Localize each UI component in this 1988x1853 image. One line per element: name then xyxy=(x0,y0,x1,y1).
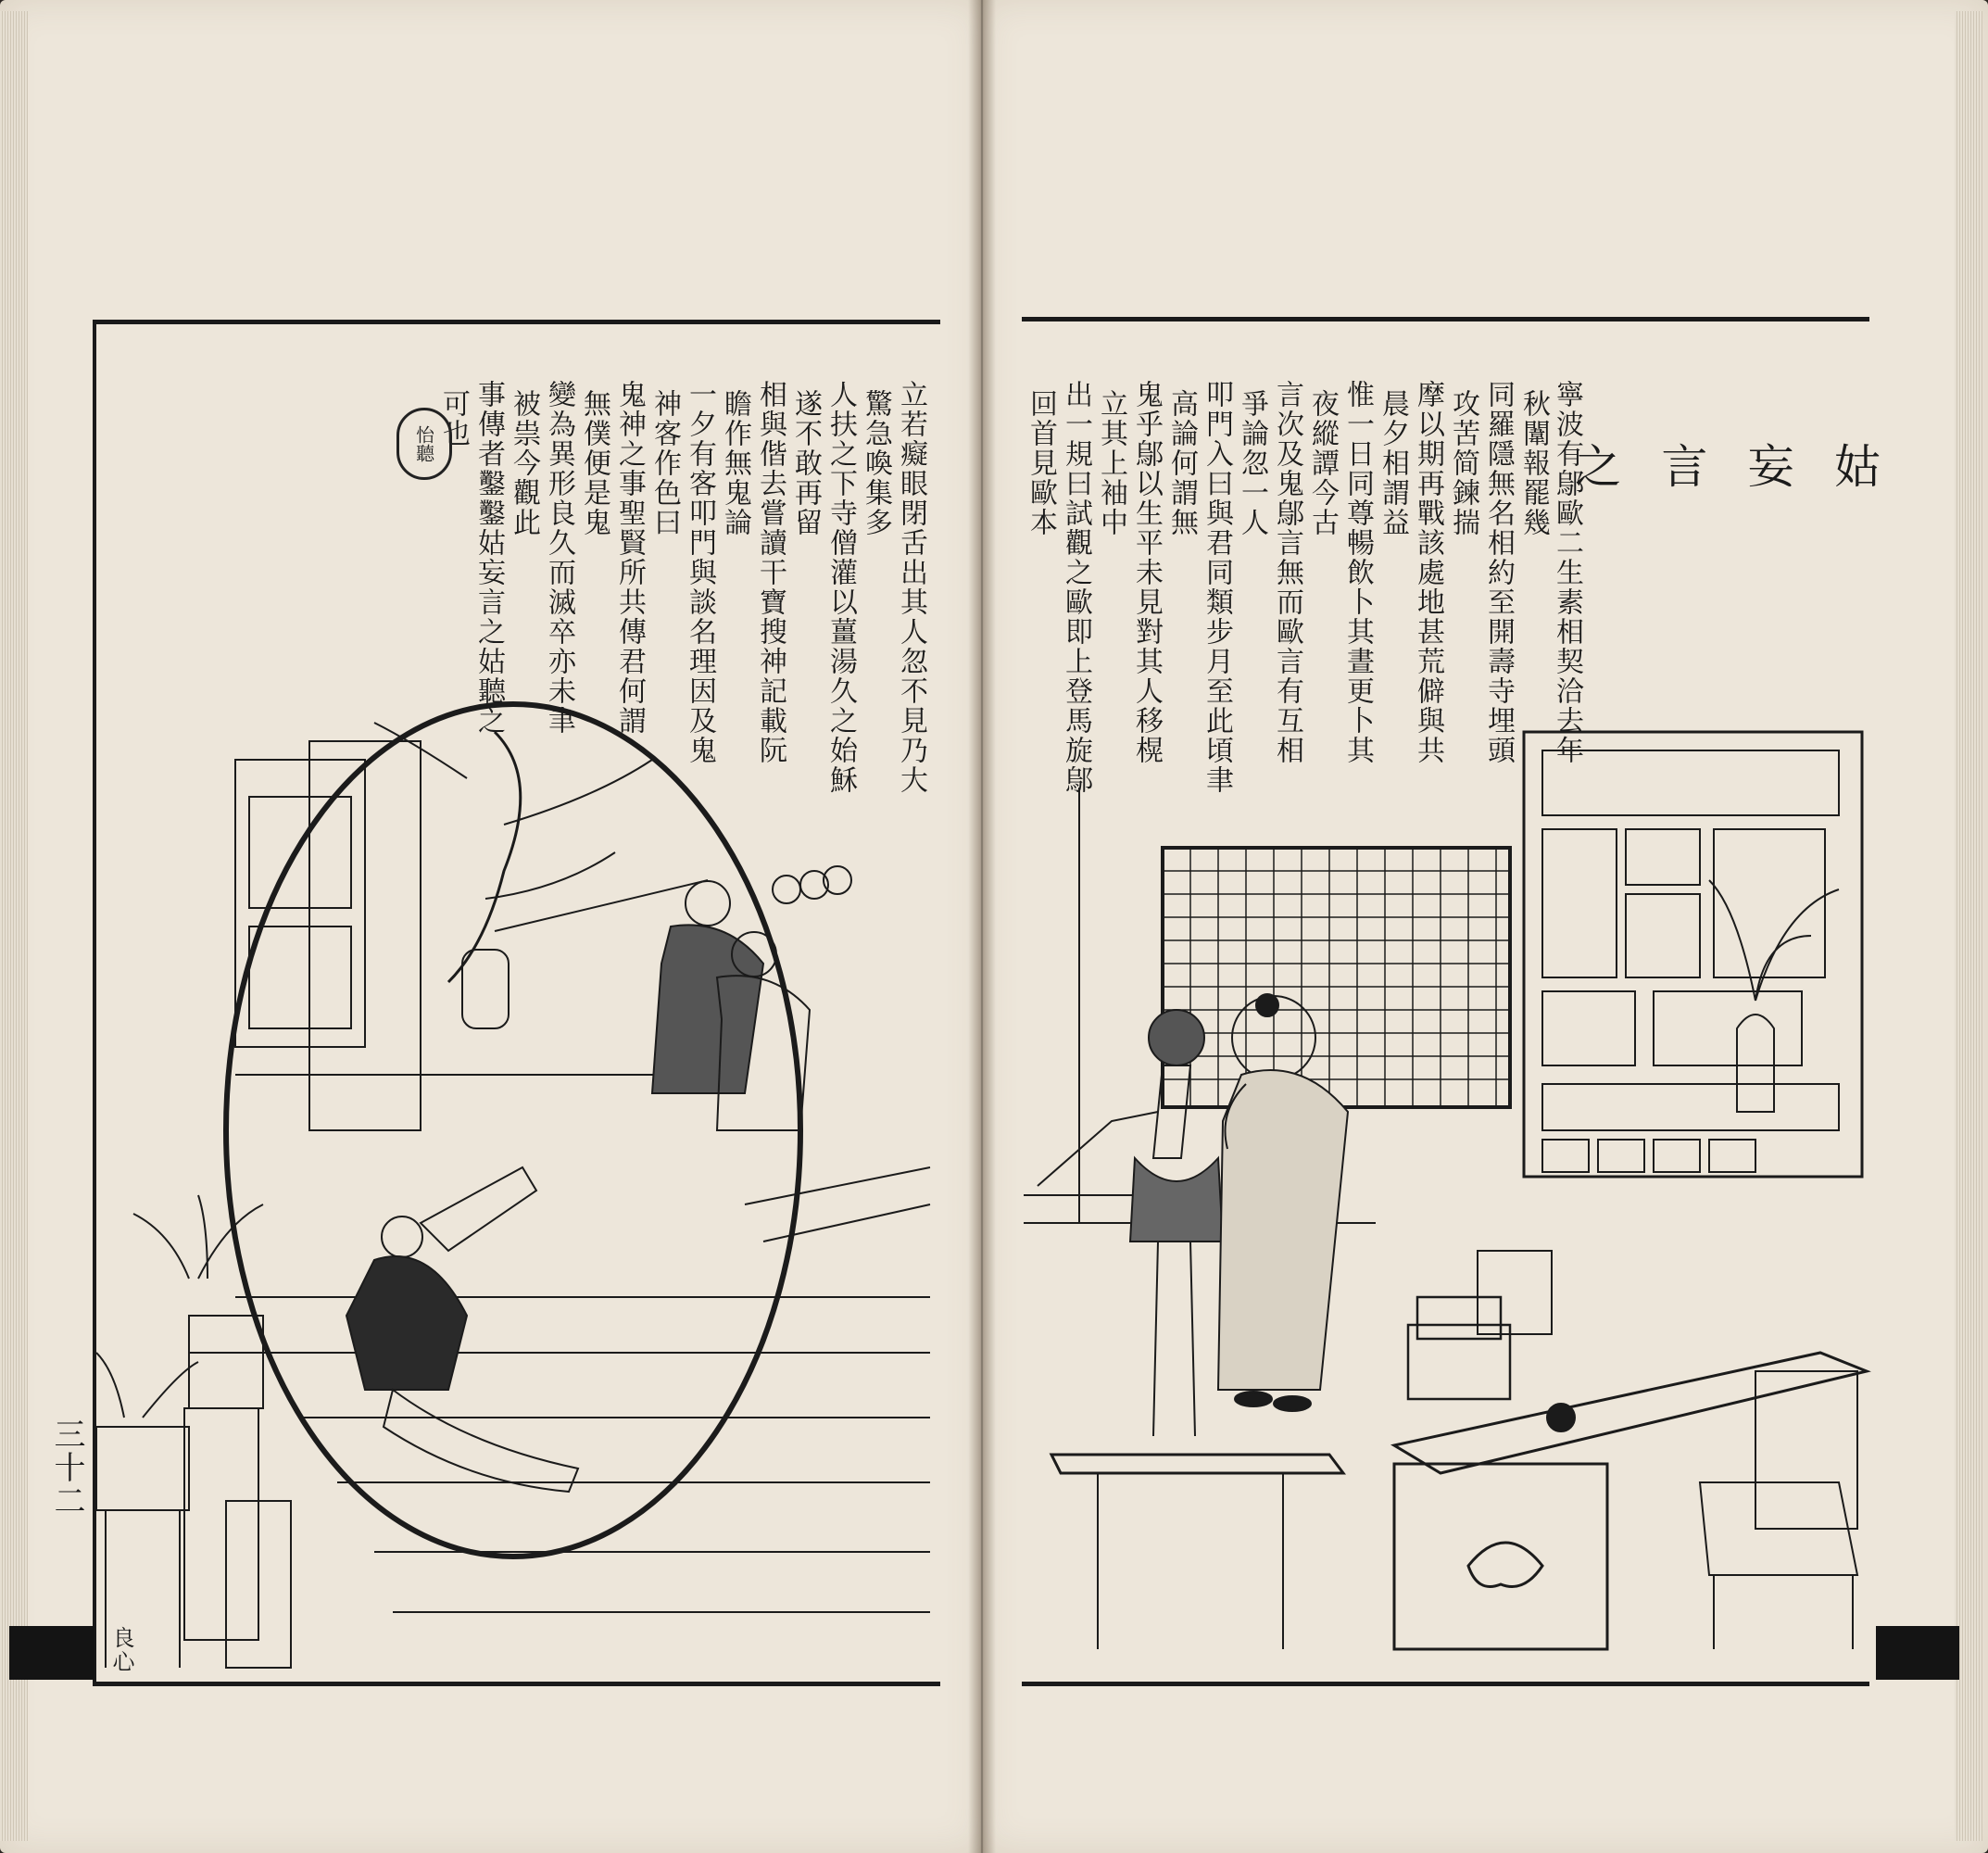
text-column: 瞻作無鬼論 xyxy=(719,389,751,537)
title-char-3: 言 xyxy=(1661,440,1708,494)
left-illustration xyxy=(96,686,939,1682)
text-column: 立若癡眼閉舌出其人忽不見乃大 xyxy=(895,380,927,795)
study-room-scene xyxy=(1024,723,1871,1677)
text-column: 夜縱譚今古 xyxy=(1306,389,1339,537)
folio-number: 三十二 xyxy=(48,1418,85,1518)
text-column: 攻苦简鍊揣 xyxy=(1447,389,1479,537)
text-column: 惟一日同尊暢飲卜其晝更卜其 xyxy=(1341,380,1374,765)
left-frame-top-rule xyxy=(93,320,940,324)
text-column: 一夕有客叩門與談名理因及鬼 xyxy=(684,380,716,765)
right-edge-black-band xyxy=(1876,1626,1959,1680)
text-column: 可也 xyxy=(437,389,470,448)
seal-text: 怡聽 xyxy=(412,425,435,462)
text-column: 高論何謂無 xyxy=(1165,389,1198,537)
text-column: 叩門入曰與君同類步月至此頃聿 xyxy=(1201,380,1233,795)
right-illustration xyxy=(1024,723,1871,1677)
text-column: 無僕便是鬼 xyxy=(578,389,610,537)
text-column: 寧波有鄔歐二生素相契洽去年 xyxy=(1551,380,1583,765)
text-column: 神客作色曰 xyxy=(648,389,681,537)
left-frame-bottom-rule xyxy=(93,1682,940,1686)
text-column: 驚急喚集多 xyxy=(860,389,892,537)
text-column: 遂不敢再留 xyxy=(789,389,822,537)
left-page-edges xyxy=(0,11,28,1841)
text-column: 人扶之下寺僧灌以薑湯久之始穌 xyxy=(824,380,857,795)
text-column: 摩以期再戰該處地甚荒僻與共 xyxy=(1412,380,1444,765)
text-column: 相與偕去嘗讀干寶搜神記載阮 xyxy=(754,380,786,765)
title-char-4: 之 xyxy=(1575,440,1621,494)
title-char-1: 姑 xyxy=(1833,440,1881,494)
right-page-edges xyxy=(1955,11,1982,1841)
artist-seal xyxy=(396,408,452,480)
text-column: 變為異形良久而滅卒亦未聿 xyxy=(543,380,575,736)
artist-signature: 良心 xyxy=(108,1626,134,1674)
right-frame-top-rule xyxy=(1022,317,1869,321)
book-gutter xyxy=(968,0,996,1853)
right-frame-bottom-rule xyxy=(1022,1682,1869,1686)
page-title xyxy=(1575,435,1881,494)
title-char-2: 妄 xyxy=(1747,440,1794,494)
moon-gate-scene xyxy=(96,686,939,1682)
text-column: 出一規曰試觀之歐即上登馬旋鄔 xyxy=(1060,380,1092,795)
text-column: 晨夕相謂益 xyxy=(1377,389,1409,537)
text-column: 鬼乎鄔以生平未見對其人移榥 xyxy=(1130,380,1163,765)
text-column: 立其上袖中 xyxy=(1095,389,1127,537)
text-column: 言次及鬼鄔言無而歐言有互相 xyxy=(1271,380,1303,765)
text-column: 爭論忽一人 xyxy=(1236,389,1268,537)
text-column: 回首見歐本 xyxy=(1025,389,1057,537)
text-column: 鬼神之事聖賢所共傳君何謂 xyxy=(613,380,646,736)
text-column: 被祟今觀此 xyxy=(508,389,540,537)
text-column: 事傳者鑿鑿姑妄言之姑聽之 xyxy=(472,380,505,736)
text-column: 同羅隱無名相約至開壽寺埋頭 xyxy=(1482,380,1515,765)
left-edge-black-band xyxy=(9,1626,94,1680)
text-column: 秋闈報罷幾 xyxy=(1517,389,1550,537)
